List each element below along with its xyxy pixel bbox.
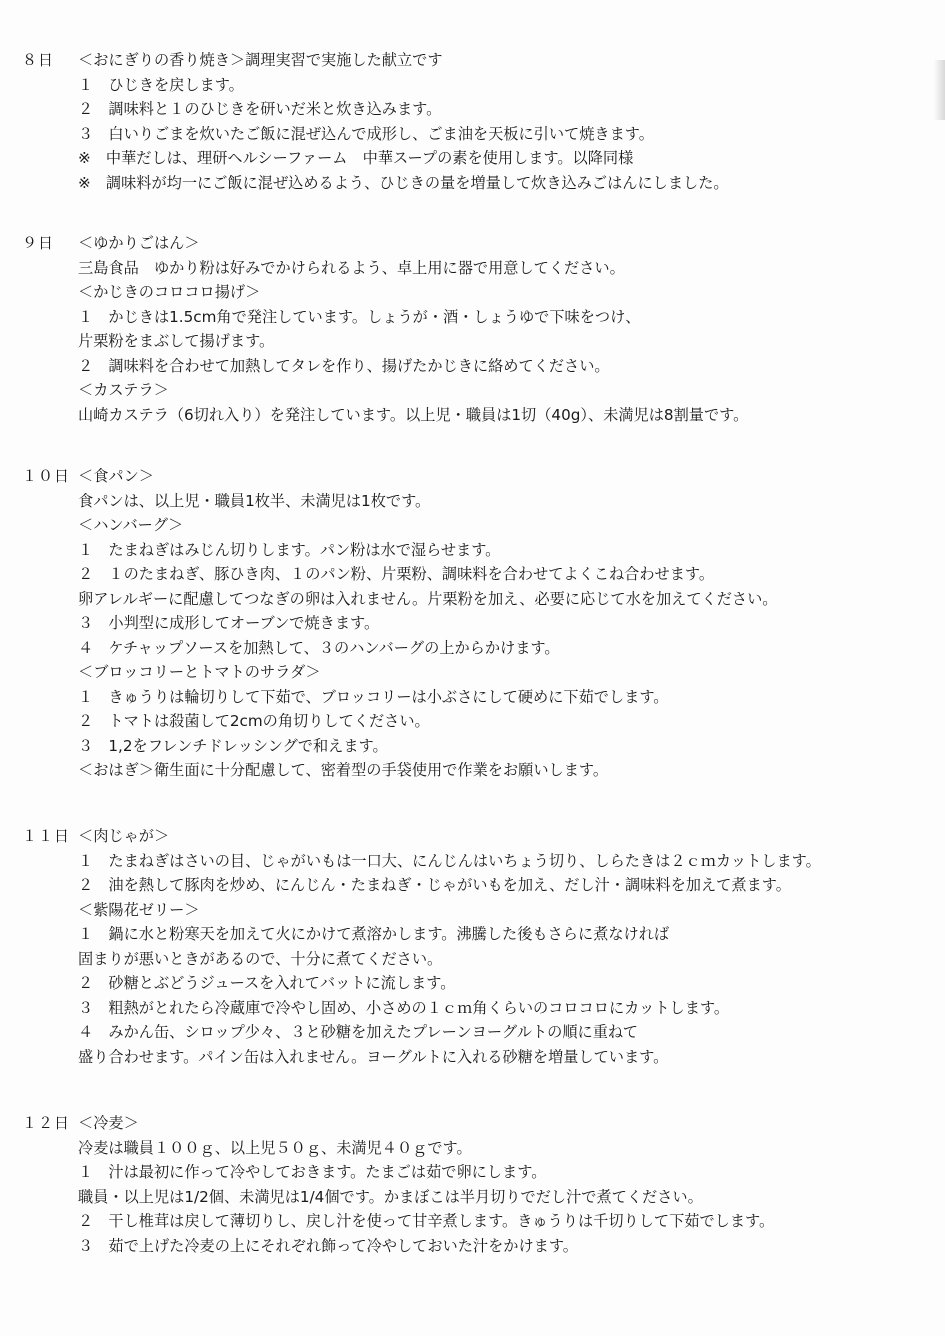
text-line: １ 鍋に水と粉寒天を加えて火にかけて煮溶かします。沸騰した後もさらに煮なければ — [78, 925, 670, 943]
text-line: ２ 油を熱して豚肉を炒め、にんじん・たまねぎ・じゃがいもを加え、だし汁・調味料を加えて煮ます。 — [78, 876, 791, 894]
text-line: １ たまねぎはみじん切りします。パン粉は水で湿らせます。 — [78, 540, 501, 559]
text-line: ４ みかん缶、シロップ少々、３と砂糖を加えたプレーンヨーグルトの順に重ねて — [78, 1023, 638, 1041]
text-line: ＜かじきのコロコロ揚げ＞ — [78, 283, 261, 301]
text-line: ＜紫陽花ゼリー＞ — [78, 900, 200, 919]
text-line: ３ 粗熱がとれたら冷蔵庫で冷やし固め、小さめの１ｃｍ角くらいのコロコロにカットします。 — [78, 998, 730, 1017]
text-line: １ ひじきを戻します。 — [78, 75, 244, 94]
day-lines — [78, 824, 938, 1069]
text-line: ＜ゆかりごはん＞ — [78, 234, 200, 252]
text-line: ４ ケチャップソースを加熱して、３のハンバーグの上からかけます。 — [78, 638, 560, 657]
day-label: ９日 — [22, 234, 55, 252]
text-line: ２ 干し椎茸は戻して薄切りし、戻し汁を使って甘辛煮します。きゅうりは千切りして下茹でします。 — [78, 1212, 775, 1230]
day-label: １２日 — [22, 1114, 71, 1132]
text-line: ３ 茹で上げた冷麦の上にそれぞれ飾って冷やしておいた汁をかけます。 — [78, 1236, 578, 1255]
day-label: ８日 — [22, 51, 55, 69]
text-line: 職員・以上児は1/2個、未満児は1/4個です。かまぼこは半月切りでだし汁で煮てください。 — [78, 1187, 703, 1206]
day-label: １１日 — [22, 827, 71, 845]
text-line: 三島食品 ゆかり粉は好みでかけられるよう、卓上用に器で用意してください。 — [78, 258, 625, 277]
day-label: １０日 — [22, 467, 71, 485]
text-line: １ きゅうりは輪切りして下茹で、ブロッコリーは小ぶさにして硬めに下茹でします。 — [78, 687, 669, 706]
text-line: ＜おにぎりの香り焼き＞調理実習で実施した献立です — [78, 51, 443, 69]
text-line: ＜おはぎ＞衛生面に十分配慮して、密着型の手袋使用で作業をお願いします。 — [78, 761, 609, 779]
text-line: 冷麦は職員１００ｇ、以上児５０ｇ、未満児４０ｇです。 — [78, 1138, 472, 1157]
text-line: 片栗粉をまぶして揚げます。 — [78, 332, 275, 350]
text-line: ２ 調味料と１のひじきを研いだ米と炊き込みます。 — [78, 100, 442, 118]
text-line: ３ 1,2をフレンチドレッシングで和えます。 — [78, 736, 388, 755]
text-line: ２ 砂糖とぶどうジュースを入れてバットに流します。 — [78, 974, 456, 992]
text-line: ２ 調味料を合わせて加熱してタレを作り、揚げたかじきに絡めてください。 — [78, 356, 610, 375]
day-lines — [78, 464, 938, 783]
text-line: １ たまねぎはさいの目、じゃがいもは一口大、にんじんはいちょう切り、しらたきは２ｃｍカットします。 — [78, 851, 821, 870]
text-line: ３ 白いりごまを炊いたご飯に混ぜ込んで成形し、ごま油を天板に引いて焼きます。 — [78, 124, 654, 143]
day-lines — [78, 48, 938, 195]
text-line: 山崎カステラ（6切れ入り）を発注しています。以上児・職員は1切（40g）、未満児は8割量です。 — [78, 405, 749, 424]
text-line: １ 汁は最初に作って冷やしておきます。たまごは茹で卵にします。 — [78, 1163, 547, 1181]
day-lines — [78, 1111, 938, 1258]
text-line: ※ 中華だしは、理研ヘルシーファーム 中華スープの素を使用します。以降同様 — [78, 149, 634, 167]
text-line: ３ 小判型に成形してオーブンで焼きます。 — [78, 614, 380, 632]
text-line: ２ １のたまねぎ、豚ひき肉、１のパン粉、片栗粉、調味料を合わせてよくこね合わせます。 — [78, 565, 715, 583]
text-line: ＜ブロッコリーとトマトのサラダ＞ — [78, 663, 321, 681]
text-line: 食パンは、以上児・職員1枚半、未満児は1枚です。 — [78, 491, 431, 510]
text-line: ＜食パン＞ — [78, 467, 154, 485]
text-line: ＜肉じゃが＞ — [78, 827, 170, 845]
text-line: ＜冷麦＞ — [78, 1114, 139, 1132]
text-line: ＜カステラ＞ — [78, 381, 169, 399]
text-line: ＜ハンバーグ＞ — [78, 516, 184, 534]
text-line: ２ トマトは殺菌して2cmの角切りしてください。 — [78, 712, 430, 730]
text-line: 固まりが悪いときがあるので、十分に煮てください。 — [78, 949, 443, 968]
text-line: １ かじきは1.5cm角で発注しています。しょうが・酒・しょうゆで下味をつけ、 — [78, 307, 641, 326]
text-line: 盛り合わせます。パイン缶は入れません。ヨーグルトに入れる砂糖を増量しています。 — [78, 1047, 669, 1066]
text-line: ※ 調味料が均一にご飯に混ぜ込めるよう、ひじきの量を増量して炊き込みごはんにしました。 — [78, 173, 729, 192]
text-line: 卵アレルギーに配慮してつなぎの卵は入れません。片栗粉を加え、必要に応じて水を加えてください。 — [78, 589, 778, 608]
day-lines — [78, 231, 938, 427]
